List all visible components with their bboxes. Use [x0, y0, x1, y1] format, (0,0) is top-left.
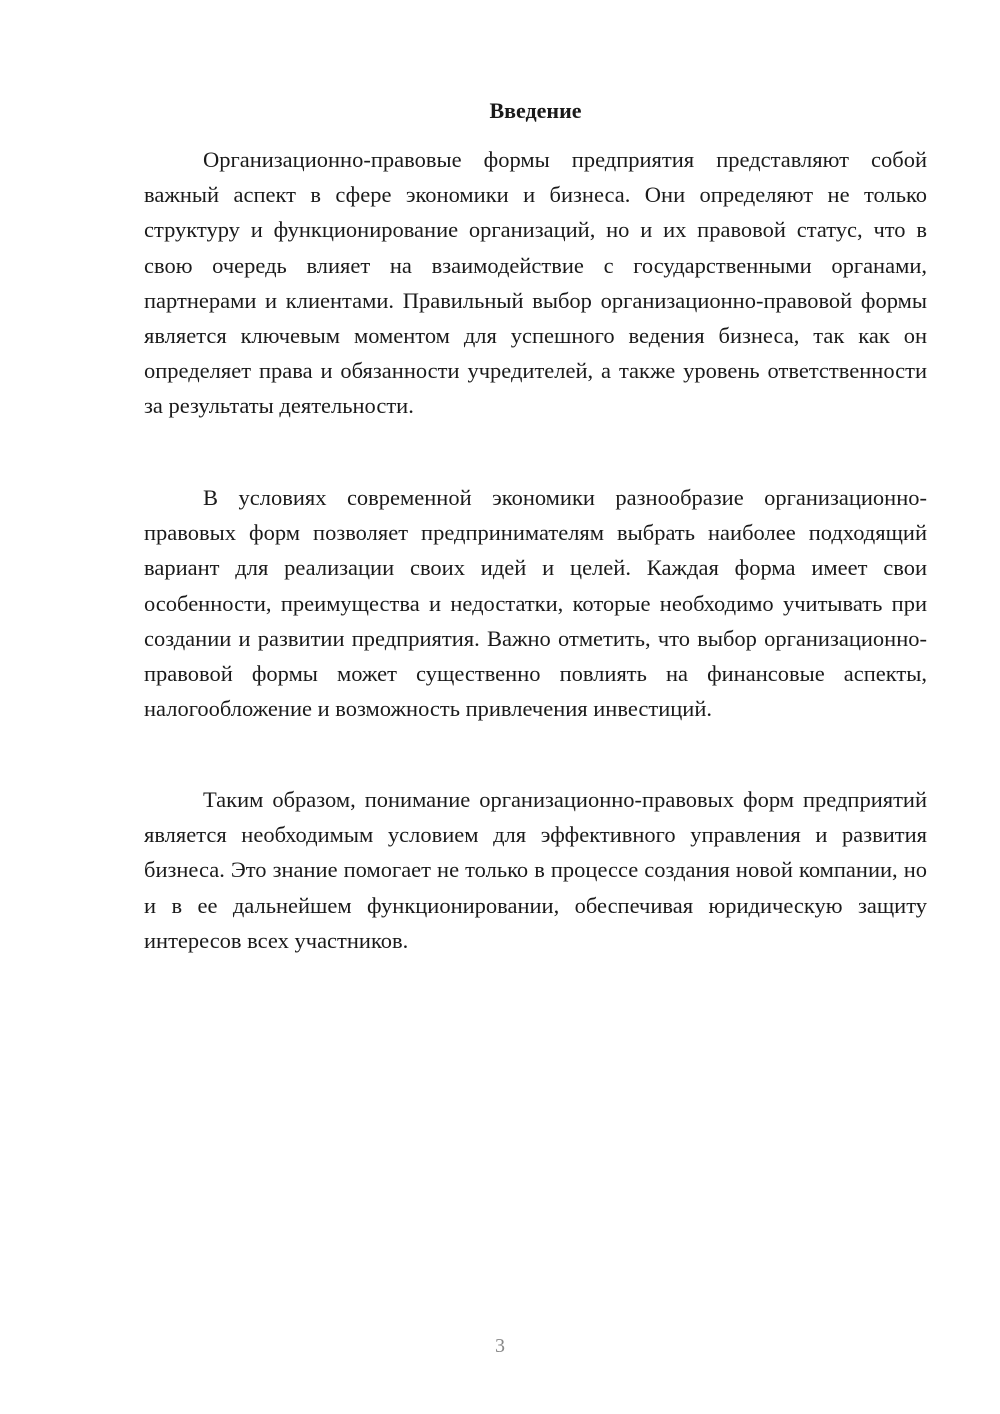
page-number: 3 — [495, 1335, 505, 1357]
paragraph-1: Организационно-правовые формы предприятия представляют собой важный аспект в сфере экономики и бизнеса. Они определяют не только структуру и функционирование организаций, но и их правовой статус, что в свою очередь влияет на взаимодействие с государственными органами, партнерами и клиентами. Правильный выбор организационно-правовой формы является ключевым моментом для успешного ведения бизнеса, так как он определяет права и обязанности учредителей, а также уровень ответственности за результаты деятельности. — [144, 147, 927, 419]
paragraph-3: Таким образом, понимание организационно-правовых форм предприятий является необходимым условием для эффективного управления и развития бизнеса. Это знание помогает не только в процессе создания новой компании, но и в ее дальнейшем функционировании, обеспечивая юридическую защиту интересов всех участников. — [144, 787, 927, 953]
paragraph-2: В условиях современной экономики разнообразие организационно-правовых форм позволяет предпринимателям выбрать наиболее подходящий вариант для реализации своих идей и целей. Каждая форма имеет свои особенности, преимущества и недостатки, которые необходимо учитывать при создании и развитии предприятия. Важно отметить, что выбор организационно-правовой формы может существенно повлиять на финансовые аспекты, налогообложение и возможность привлечения инвестиций. — [144, 485, 927, 722]
page-title: Введение — [489, 98, 582, 123]
